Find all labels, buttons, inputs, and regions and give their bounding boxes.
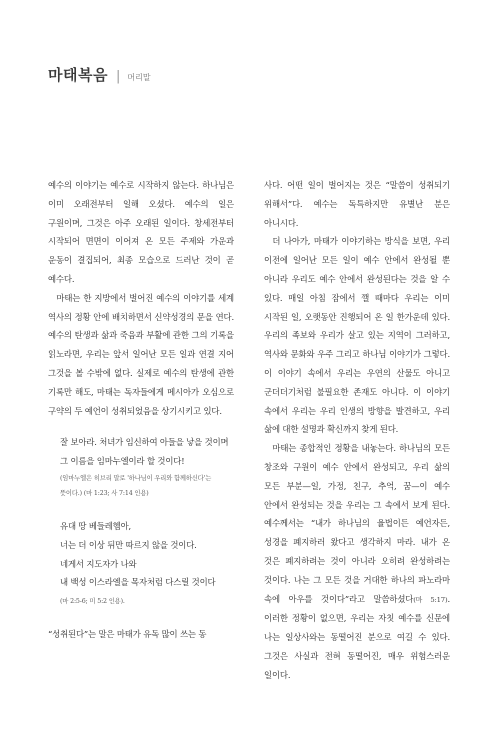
paragraph-4: 더 나아가, 마태가 이야기하는 방식을 보면, 우리 이전에 일어난 모든 일이 예수 안에서 완성될 뿐 아니라 우리도 예수 안에서 완성된다는 것을 알 수 있다. 매일 아침 잠에서 깰 때마다 우리는 이미 시작된 일, 오랫동안 진행되어 온 일 한가운데 있다. 우리의 족보와 우리가 살고 있는 지역이 그러하고, 역사와 문화와 우주 그리고 하나님 이야기가 그렇다. 이 이야기 속에서 우리는 우연의 산물도 아니고 군더더기처럼 불필요한 존재도 아니다. 이 이야기 속에서 우리는 우리 인생의 방향을 발견하고, 우리 삶에 대한 설명과 확신까지 찾게 된다. [264,236,450,435]
section-name: 머리말 [127,73,151,82]
header-separator: | [115,69,121,84]
quote-line: 그 이름을 임마누엘이라 할 것이다! [60,456,185,467]
quote-line: 내 백성 이스라엘을 목자처럼 다스릴 것이다 [60,577,216,588]
quote-line: 유대 땅 베들레헴아, [60,520,132,531]
quote-reference: (임마누엘은 히브리 말로 '하나님이 우리와 함께하신다'는 뜻이다.) (마 1:23; 사 7:14 인용) [60,474,212,497]
paragraph-5-text: 마태는 종합적인 정황을 내놓는다. 하나님의 모든 창조와 구원이 예수 안에서 완성되고, 우리 삶의 모든 부분—일, 가정, 친구, 추억, 꿈—이 예수 안에서 완성되는 것을 우리는 그 속에서 보게 된다. 예수께서는 “내가 하나님의 율법이든 예언자든, 성경을 폐지하러 왔다고 생각하지 마라. 내가 온 것은 폐지하려는 것이 아니라 오히려 완성하려는 것이다. 나는 그 모든 것을 거대한 하나의 파노라마 속에 아우를 것이다”라고 말씀하셨다 [264,443,450,604]
book-title: 마태복음 [48,66,108,84]
paragraph-2: 마태는 한 지방에서 벌어진 예수의 이야기를 세계 역사의 정황 안에 배치하면서 신약성경의 문을 연다. 예수의 탄생과 삶과 죽음과 부활에 관한 그의 기록을 읽노라면, 우리는 앞서 일어난 모든 일과 연결 지어 그것을 볼 수밖에 없다. 실제로 예수의 탄생에 관한 기록만 해도, 마태는 독자들에게 메시아가 오심으로 구약의 두 예언이 성취되었음을 상기시키고 있다. [48,292,234,416]
quote-micah [48,517,234,609]
running-header [48,64,151,85]
paragraph-5-text-end: . 이러한 정황이 없으면, 우리는 자칫 예수를 신문에 나는 일상사와는 동떨어진 분으로 여길 수 있다. 그것은 사실과 전혀 동떨어진, 매우 위험스러운 일이다. [264,593,450,680]
paragraph-continued: 사다. 어떤 일이 벌어지는 것은 “말씀이 성취되기 위해서”다. 예수는 독특하지만 유별난 분은 아니시다. [264,180,450,228]
quote-isaiah [48,433,234,501]
paragraph-5 [264,439,450,684]
inline-reference: (마 5:17) [413,595,448,604]
right-column [264,176,450,685]
quote-reference: (마 2:5-6; 미 5:2 인용). [60,598,125,606]
quote-line: 네게서 지도자가 나와 [60,558,137,569]
paragraph-3: “성취된다”는 말은 마태가 유독 많이 쓰는 동 [48,629,207,640]
quote-line: 잘 보아라. 처녀가 임신하여 아들을 낳을 것이며 [60,437,229,448]
left-column [48,176,234,644]
quote-line: 너는 더 이상 뒤만 따르지 않을 것이다. [60,539,197,550]
paragraph-1: 예수의 이야기는 예수로 시작하지 않는다. 하나님은 이미 오래전부터 일해 오셨다. 예수의 일은 구원이며, 그것은 아주 오래된 일이다. 창세전부터 시작되어 면면이 이어져 온 모든 주제와 가운과 운동이 결집되어, 최종 모습으로 드러난 것이 곧 예수다. [48,180,234,284]
